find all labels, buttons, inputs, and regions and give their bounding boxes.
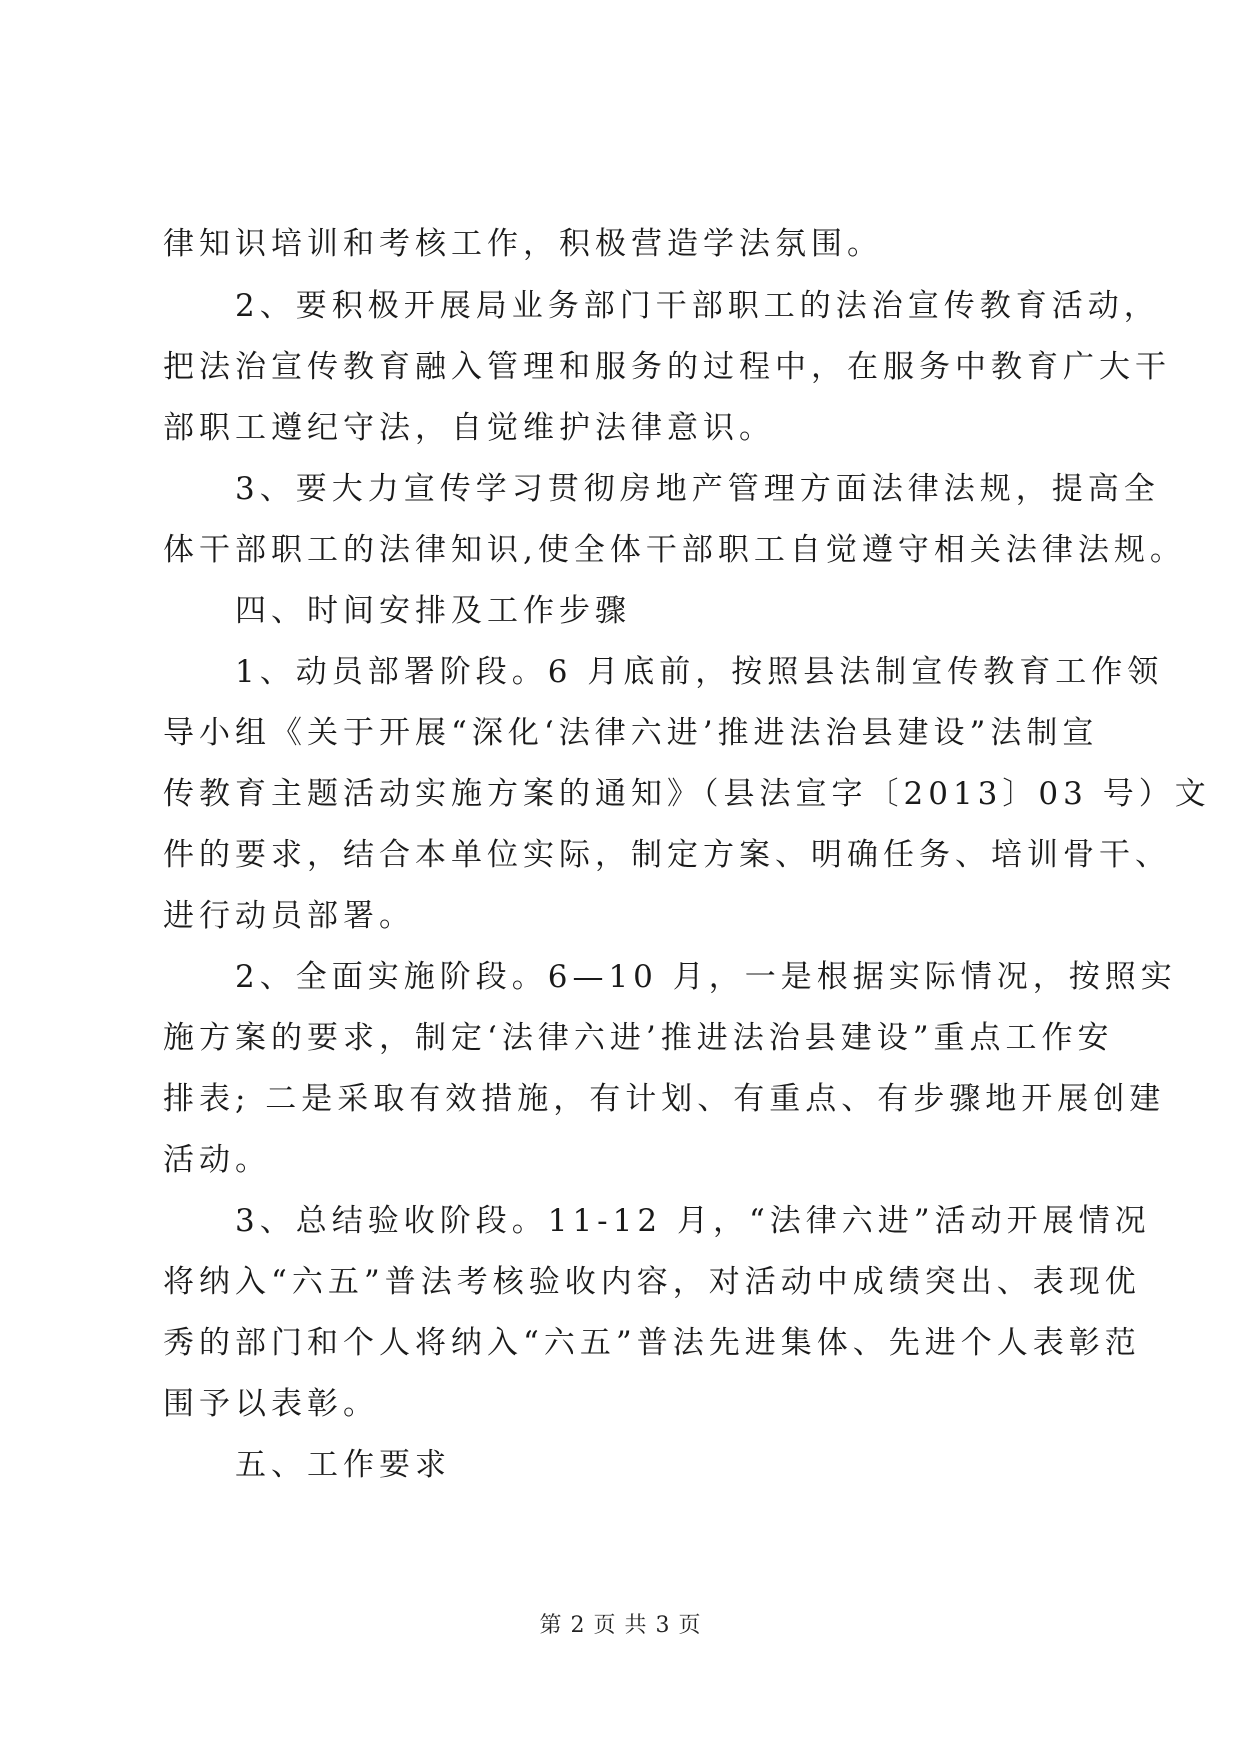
text-line: 排表; 二是采取有效措施，有计划、有重点、有步骤地开展创建 [163,1081,1166,1117]
text-line: 部职工遵纪守法，自觉维护法律意识。 [163,410,775,446]
text-line: 将纳入“六五”普法考核验收内容，对活动中成绩突出、表现优 [163,1264,1141,1300]
text-line: 传教育主题活动实施方案的通知》（县法宣字〔2013〕03 号）文 [163,776,1211,812]
section-heading: 四、时间安排及工作步骤 [163,593,631,629]
text-line: 3、总结验收阶段。11-12 月，“法律六进”活动开展情况 [163,1203,1151,1239]
text-line: 2、全面实施阶段。6—10 月，一是根据实际情况，按照实 [163,959,1177,995]
text-line: 进行动员部署。 [163,898,415,934]
text-line: 施方案的要求，制定‘法律六进’推进法治县建设”重点工作安 [163,1020,1114,1056]
section-heading: 五、工作要求 [163,1447,451,1483]
text-line: 律知识培训和考核工作，积极营造学法氛围。 [163,226,883,262]
page-number-footer: 第 2 页 共 3 页 [539,1613,702,1638]
text-line: 2、要积极开展局业务部门干部职工的法治宣传教育活动， [163,288,1160,324]
text-line: 秀的部门和个人将纳入“六五”普法先进集体、先进个人表彰范 [163,1325,1141,1361]
text-line: 导小组《关于开展“深化‘法律六进’推进法治县建设”法制宣 [163,715,1099,751]
text-line: 把法治宣传教育融入管理和服务的过程中，在服务中教育广大干 [163,349,1171,385]
text-line: 体干部职工的法律知识,使全体干部职工自觉遵守相关法律法规。 [163,532,1186,568]
text-line: 3、要大力宣传学习贯彻房地产管理方面法律法规，提高全 [163,471,1160,507]
text-line: 1、动员部署阶段。6 月底前，按照县法制宣传教育工作领 [163,654,1164,690]
text-line: 围予以表彰。 [163,1386,379,1422]
text-line: 件的要求，结合本单位实际，制定方案、明确任务、培训骨干、 [163,837,1171,873]
text-line: 活动。 [163,1142,271,1178]
